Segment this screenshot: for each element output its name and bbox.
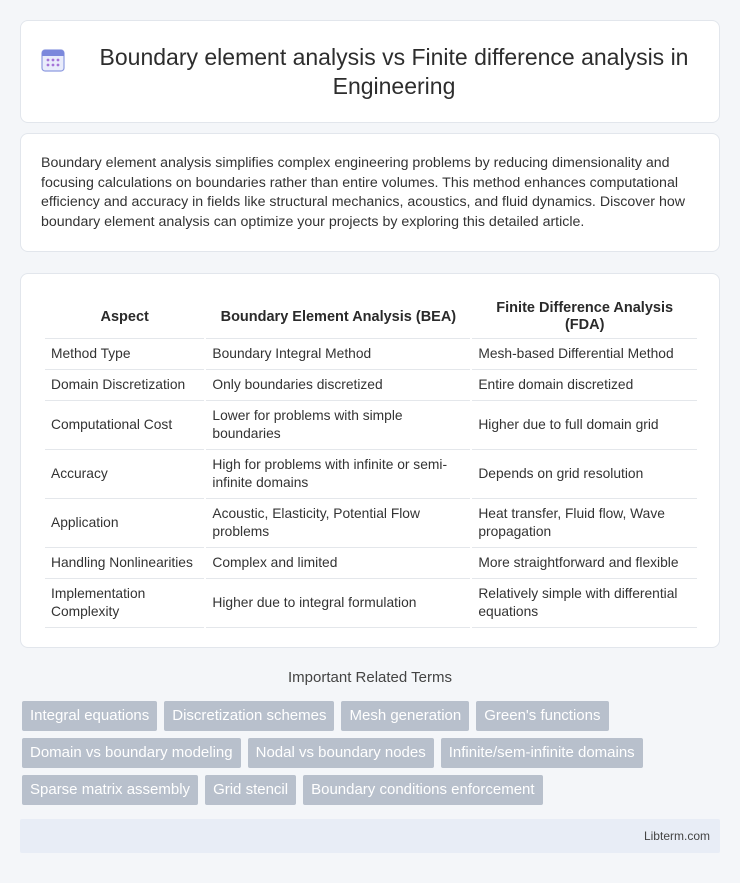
related-term-tag[interactable]: Green's functions <box>476 701 608 731</box>
intro-card <box>20 133 720 252</box>
aspect-cell: Accuracy <box>45 450 204 499</box>
page-title: Boundary element analysis vs Finite difference analysis in Engineering <box>99 43 689 99</box>
aspect-cell: Application <box>45 499 204 548</box>
header <box>40 43 700 101</box>
bea-cell: Lower for problems with simple boundaries <box>206 401 470 450</box>
table-row <box>45 548 697 579</box>
fda-cell: Heat transfer, Fluid flow, Wave propagation <box>472 499 697 548</box>
table-row <box>45 401 697 450</box>
aspect-cell: Computational Cost <box>45 401 204 450</box>
bea-cell: Complex and limited <box>206 548 470 579</box>
fda-cell: Mesh-based Differential Method <box>472 339 697 370</box>
related-term-tag[interactable]: Mesh generation <box>341 701 469 731</box>
bea-cell: Higher due to integral formulation <box>206 579 470 628</box>
bea-cell: High for problems with infinite or semi-infinite domains <box>206 450 470 499</box>
column-header: Boundary Element Analysis (BEA) <box>206 296 470 339</box>
related-term-tag[interactable]: Integral equations <box>22 701 157 731</box>
related-term-tag[interactable]: Domain vs boundary modeling <box>22 738 241 768</box>
column-header: Finite Difference Analysis (FDA) <box>472 296 697 339</box>
related-term-tag[interactable]: Grid stencil <box>205 775 296 805</box>
bea-cell: Only boundaries discretized <box>206 370 470 401</box>
related-term-tag[interactable]: Discretization schemes <box>164 701 334 731</box>
related-terms-list <box>22 701 722 805</box>
fda-cell: Entire domain discretized <box>472 370 697 401</box>
fda-cell: Relatively simple with differential equations <box>472 579 697 628</box>
comparison-card <box>20 273 720 648</box>
table-row <box>45 339 697 370</box>
fda-cell: More straightforward and flexible <box>472 548 697 579</box>
footer <box>20 819 720 853</box>
related-term-tag[interactable]: Nodal vs boundary nodes <box>248 738 434 768</box>
fda-cell: Higher due to full domain grid <box>472 401 697 450</box>
table-row <box>45 579 697 628</box>
table-row <box>45 450 697 499</box>
aspect-cell: Method Type <box>45 339 204 370</box>
table-row <box>45 499 697 548</box>
bea-cell: Acoustic, Elasticity, Potential Flow problems <box>206 499 470 548</box>
aspect-cell: Domain Discretization <box>45 370 204 401</box>
related-terms-title: Important Related Terms <box>288 669 452 686</box>
fda-cell: Depends on grid resolution <box>472 450 697 499</box>
aspect-cell: Implementation Complexity <box>45 579 204 628</box>
calendar-icon <box>40 47 66 73</box>
comparison-table <box>43 296 699 628</box>
column-header: Aspect <box>45 296 204 339</box>
table-row <box>45 370 697 401</box>
footer-site-link[interactable]: Libterm.com <box>643 829 710 843</box>
related-term-tag[interactable]: Sparse matrix assembly <box>22 775 198 805</box>
header-card <box>20 20 720 123</box>
intro-text: Boundary element analysis simplifies complex engineering problems by reducing dimensionality and focusing calculations on boundaries rather than entire volumes. This method enhances computational efficiency and accuracy in fields like structural mechanics, acoustics, and fluid dynamics. Discover how boundary element analysis can optimize your projects by exploring this detailed article. <box>41 155 685 230</box>
aspect-cell: Handling Nonlinearities <box>45 548 204 579</box>
bea-cell: Boundary Integral Method <box>206 339 470 370</box>
related-term-tag[interactable]: Infinite/sem-infinite domains <box>441 738 643 768</box>
table-header-row <box>45 296 697 339</box>
related-term-tag[interactable]: Boundary conditions enforcement <box>303 775 542 805</box>
